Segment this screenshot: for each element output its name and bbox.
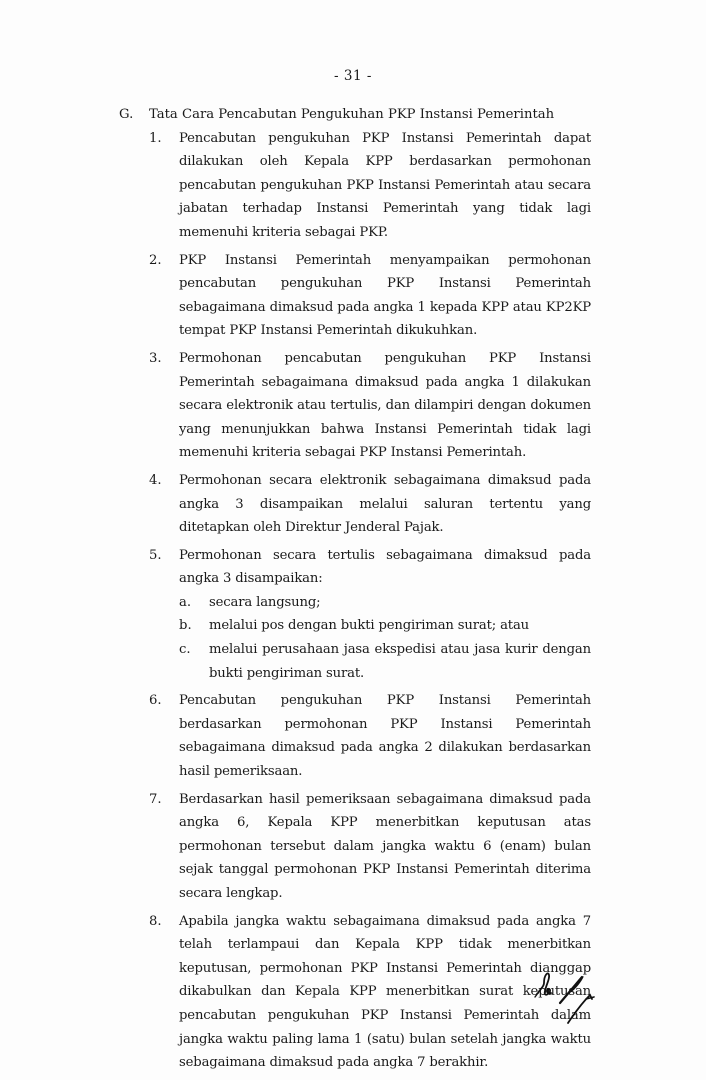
- item-text: Pencabutan pengukuhan PKP Instansi Pemerintah berdasarkan permohonan PKP Instansi Pemerintah sebagaimana dimaksud pada angka 2 dilakukan berdasarkan hasil pemeriksaan.: [179, 693, 591, 780]
- list-item-5: [149, 544, 591, 686]
- item-text: Permohonan secara tertulis sebagaimana dimaksud pada angka 3 disampaikan:: [179, 547, 591, 587]
- section-label: G.: [119, 107, 134, 122]
- list-item-1: [149, 127, 591, 245]
- item-text: Permohonan pencabutan pengukuhan PKP Instansi Pemerintah sebagaimana dimaksud pada angka 1 dilakukan secara elektronik atau tertulis, dan dilampiri dengan dokumen yang menunjukkan bahwa Instansi Pemerintah tidak lagi memenuhi kriteria sebagai PKP Instansi Pemerintah.: [179, 350, 591, 461]
- item-number: 5.: [149, 547, 162, 563]
- list-item-3: [149, 347, 591, 465]
- sub-item-label: c.: [179, 642, 191, 658]
- section-title: Tata Cara Pencabutan Pengukuhan PKP Instansi Pemerintah: [149, 107, 555, 122]
- section-body: [149, 103, 591, 1075]
- section-g: [119, 103, 591, 1075]
- sub-item-label: b.: [179, 618, 192, 634]
- handwritten-initials-icon: [530, 965, 630, 1035]
- item-number: 2.: [149, 252, 162, 268]
- item-text: Permohonan secara elektronik sebagaimana dimaksud pada angka 3 disampaikan melalui saluran tertentu yang ditetapkan oleh Direktur Jenderal Pajak.: [179, 472, 591, 536]
- item-number: 6.: [149, 693, 162, 709]
- sub-item-text: melalui pos dengan bukti pengiriman surat; atau: [209, 618, 530, 634]
- sub-item-a: [179, 591, 591, 615]
- list-item-6: [149, 689, 591, 783]
- document-content: [119, 103, 591, 1075]
- sub-item-text: secara langsung;: [209, 594, 321, 610]
- sub-item-c: [179, 638, 591, 685]
- list-item-2: [149, 249, 591, 343]
- sub-item-label: a.: [179, 594, 192, 610]
- item-text: Apabila jangka waktu sebagaimana dimaksud pada angka 7 telah terlampaui dan Kepala KPP tidak menerbitkan keputusan, permohonan PKP Instansi Pemerintah dianggap dikabulkan dan Kepala KPP menerbitkan surat keputusan pencabutan pengukuhan PKP Instansi Pemerintah dalam jangka waktu paling lama 1 (satu) bulan setelah jangka waktu sebagaimana dimaksud pada angka 7 berakhir.: [179, 913, 591, 1071]
- list-item-4: [149, 469, 591, 540]
- item-number: 7.: [149, 791, 162, 807]
- item-number: 8.: [149, 913, 162, 929]
- sub-item-text: melalui perusahaan jasa ekspedisi atau jasa kurir dengan bukti pengiriman surat.: [209, 642, 591, 681]
- list-item-7: [149, 788, 591, 906]
- page-number: - 31 -: [334, 68, 372, 84]
- item-text: PKP Instansi Pemerintah menyampaikan permohonan pencabutan pengukuhan PKP Instansi Pemerintah sebagaimana dimaksud pada angka 1 kepada KPP atau KP2KP tempat PKP Instansi Pemerintah dikukuhkan.: [179, 252, 591, 339]
- item-number: 1.: [149, 130, 162, 146]
- item-number: 3.: [149, 350, 162, 366]
- item-text: Berdasarkan hasil pemeriksaan sebagaimana dimaksud pada angka 6, Kepala KPP menerbitkan keputusan atas permohonan tersebut dalam jangka waktu 6 (enam) bulan sejak tanggal permohonan PKP Instansi Pemerintah diterima secara lengkap.: [179, 791, 591, 901]
- item-number: 4.: [149, 472, 162, 488]
- item-text: Pencabutan pengukuhan PKP Instansi Pemerintah dapat dilakukan oleh Kepala KPP berdasarkan permohonan pencabutan pengukuhan PKP Instansi Pemerintah atau secara jabatan terhadap Instansi Pemerintah yang tidak lagi memenuhi kriteria sebagai PKP.: [179, 130, 591, 240]
- list-item-8: [149, 910, 591, 1075]
- sub-item-b: [179, 614, 591, 638]
